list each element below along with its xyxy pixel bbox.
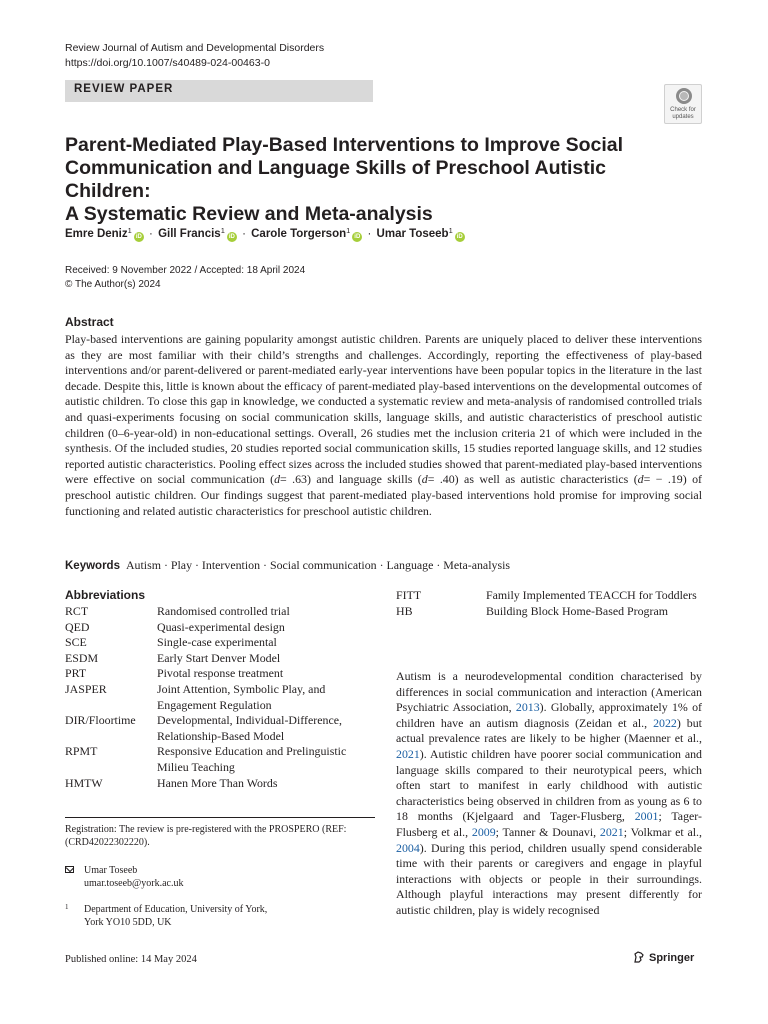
introduction-text: Autism is a neurodevelopmental condition characterised by differences in social communication and interaction (American Psychiatric Association, 2013). Globally, approximately 1% of children have an autism diagnosis (Zeidan et al., 2022) but actual prevalence rates are likely to be higher (Maenner et al., 2021). Autistic children have poorer social communication and language skills compared to their neurotypical peers, which often start to manifest in early childhood with autistic characteristics being observed in children from as young as 6 to 18 months (Kjelgaard and Tager-Flusberg, 2001; Tager-Flusberg et al., 2009; Tanner & Dounavi, 2021; Volkmar et al., 2004). During this period, children usually spend considerable time with their parents or caregivers and engage in playful interactions with objects or people in their surroundings. Although playful interactions may present differently for autistic children, play is widely recognised bbox=[396, 669, 702, 917]
abbreviation-term: FITT bbox=[396, 588, 422, 602]
citation-link[interactable]: 2004 bbox=[396, 840, 420, 855]
check-for-updates-icon bbox=[676, 88, 692, 104]
title-line-1: Parent-Mediated Play-Based Interventions to Improve Social bbox=[65, 134, 624, 156]
abbreviations-table-left bbox=[65, 604, 375, 791]
abbreviation-definition: Quasi-experimental design bbox=[157, 619, 285, 634]
abbreviation-definition: Responsive Education and Prelinguistic Milieu Teaching bbox=[157, 744, 347, 774]
keywords-list: Autism · Play · Intervention · Social communication · Language · Meta-analysis bbox=[125, 558, 510, 572]
affiliation-mark: 1 bbox=[346, 226, 351, 235]
orcid-icon[interactable]: iD bbox=[228, 234, 235, 240]
abbreviation-row bbox=[65, 604, 375, 620]
affiliation-mark: 1 bbox=[448, 226, 453, 235]
orcid-icon[interactable]: iD bbox=[354, 234, 361, 240]
affiliation-number: 1 bbox=[65, 903, 69, 911]
abbreviation-row bbox=[396, 588, 706, 604]
citation-link[interactable]: 2013 bbox=[515, 700, 540, 715]
author-name[interactable]: Umar Toseeb bbox=[376, 228, 449, 240]
abbreviation-definition: Single-case experimental bbox=[157, 635, 277, 650]
abbreviation-term: HMTW bbox=[65, 775, 103, 790]
affiliation-line-1: Department of Education, University of York, bbox=[84, 904, 268, 915]
journal-header bbox=[65, 41, 324, 71]
paper-title bbox=[65, 134, 685, 226]
abbreviation-term: ESDM bbox=[65, 650, 99, 665]
contact-email[interactable]: umar.toseeb@york.ac.uk bbox=[84, 878, 184, 889]
abbreviation-definition: Early Start Denver Model bbox=[157, 650, 281, 665]
abbreviation-row bbox=[65, 666, 375, 682]
citation-link[interactable]: 2001 bbox=[634, 809, 659, 824]
abbreviation-term: DIR/Floortime bbox=[65, 713, 136, 728]
journal-name: Review Journal of Autism and Developmental Disorders bbox=[65, 42, 325, 54]
abstract-heading: Abstract bbox=[65, 315, 114, 329]
abbreviation-term: RCT bbox=[65, 604, 89, 618]
registration-note: Registration: The review is pre-registered with the PROSPERO (REF: (CRD42022302220). bbox=[65, 824, 347, 848]
abbreviations-table-right bbox=[396, 588, 706, 619]
abbreviations-heading: Abbreviations bbox=[65, 588, 146, 602]
abbreviation-row bbox=[65, 682, 375, 713]
publisher-logo[interactable] bbox=[633, 951, 694, 964]
citation-link[interactable]: 2009 bbox=[471, 824, 496, 839]
author-name[interactable]: Emre Deniz bbox=[65, 228, 128, 240]
abbreviation-definition: Building Block Home-Based Program bbox=[486, 603, 668, 618]
abstract-body: Play-based interventions are gaining popularity amongst autistic children. Parents are uniquely placed to deliver these interventions as they are most familiar with their child’s strengths and challenges. Accordingly, reporting the effectiveness of play-based interventions and/or parent-delivered or parent-mediated early-year interventions have been popular topics in the literature in the last decade. Despite this, little is known about the efficacy of parent-mediated play-based interventions on the developmental outcomes of autistic children. To close this gap in knowledge, we conducted a systematic review and meta-analysis of randomised controlled trials and quasi-experiments focusing on social communication skills, language skills, and autistic characteristics of preschool autistic children (0–6-year-old) in non-educational settings. Overall, 26 studies met the inclusion criteria 21 of which were included in the synthesis. Of the included studies, 20 studies reported social communication skills, 15 studies reported language skills, and 12 studies reported autistic characteristics. Pooling effect sizes across the included studies showed that parent-mediated play-based interventions were effective on social communication (d= .63) and language skills (d= .40) as well as autistic characteristics (d= − .19) of preschool autistic children. Our findings suggest that parent-mediated play-based interventions hold promise for improving social functioning and related autistic characteristics for preschool autistic children. bbox=[65, 332, 702, 518]
doi-link[interactable]: https://doi.org/10.1007/s40489-024-00463-0 bbox=[65, 57, 270, 69]
title-line-3: A Systematic Review and Meta-analysis bbox=[65, 203, 433, 225]
corresponding-author bbox=[65, 864, 183, 890]
affiliation-line-2: York YO10 5DD, UK bbox=[84, 917, 172, 928]
abbreviation-term: SCE bbox=[65, 635, 87, 650]
abbreviation-definition: Hanen More Than Words bbox=[157, 775, 278, 790]
check-for-updates-label: Check for updates bbox=[670, 107, 696, 120]
article-dates bbox=[65, 264, 305, 291]
springer-horse-icon bbox=[633, 951, 645, 963]
received-accepted-dates: Received: 9 November 2022 / Accepted: 18 April 2024 bbox=[65, 265, 306, 276]
abbreviation-definition: Randomised controlled trial bbox=[157, 604, 290, 618]
author-name[interactable]: Gill Francis bbox=[158, 228, 221, 240]
envelope-icon bbox=[65, 866, 74, 873]
abbreviation-row bbox=[65, 620, 375, 636]
title-line-2: Communication and Language Skills of Preschool Autistic Children: bbox=[65, 157, 607, 202]
footnote-divider bbox=[65, 817, 375, 818]
copyright-notice: © The Author(s) 2024 bbox=[65, 278, 161, 290]
author-name[interactable]: Carole Torgerson bbox=[251, 228, 347, 240]
abbreviation-definition: Developmental, Individual-Difference, Relationship-Based Model bbox=[157, 713, 343, 743]
abbreviation-definition: Family Implemented TEACCH for Toddlers bbox=[486, 588, 697, 602]
orcid-icon[interactable]: iD bbox=[456, 234, 463, 240]
abbreviation-term: QED bbox=[65, 619, 90, 634]
abbreviation-row bbox=[65, 713, 375, 744]
citation-link[interactable]: 2021 bbox=[599, 824, 624, 839]
article-type-label: REVIEW PAPER bbox=[74, 83, 174, 95]
abbreviation-term: JASPER bbox=[65, 681, 107, 696]
published-date: Published online: 14 May 2024 bbox=[65, 954, 197, 965]
abbreviation-term: RPMT bbox=[65, 744, 98, 759]
orcid-icon[interactable]: iD bbox=[135, 234, 142, 240]
abbreviation-row bbox=[65, 635, 375, 651]
keywords-label: Keywords bbox=[65, 560, 120, 572]
author-separator: · bbox=[242, 228, 246, 240]
abbreviation-row bbox=[65, 744, 375, 775]
abbreviation-row bbox=[396, 604, 706, 620]
abbreviation-row bbox=[65, 651, 375, 667]
article-type-banner bbox=[65, 80, 373, 102]
citation-link[interactable]: 2022 bbox=[653, 715, 677, 730]
keywords bbox=[65, 558, 510, 573]
author-separator: · bbox=[149, 228, 153, 240]
author-list bbox=[65, 226, 465, 242]
affiliation bbox=[65, 903, 267, 929]
abbreviation-term: PRT bbox=[65, 666, 87, 681]
author-separator: · bbox=[367, 228, 372, 240]
abbreviation-definition: Pivotal response treatment bbox=[157, 666, 284, 681]
affiliation-mark: 1 bbox=[127, 226, 132, 235]
abbreviation-row bbox=[65, 776, 375, 792]
citation-link[interactable]: 2021 bbox=[396, 746, 420, 761]
affiliation-mark: 1 bbox=[220, 226, 225, 235]
contact-name: Umar Toseeb bbox=[84, 865, 138, 876]
publisher-name: Springer bbox=[649, 952, 695, 964]
check-for-updates-badge[interactable] bbox=[664, 84, 702, 124]
abbreviation-term: HB bbox=[396, 603, 413, 618]
abbreviation-definition: Joint Attention, Symbolic Play, and Engagement Regulation bbox=[157, 681, 326, 712]
